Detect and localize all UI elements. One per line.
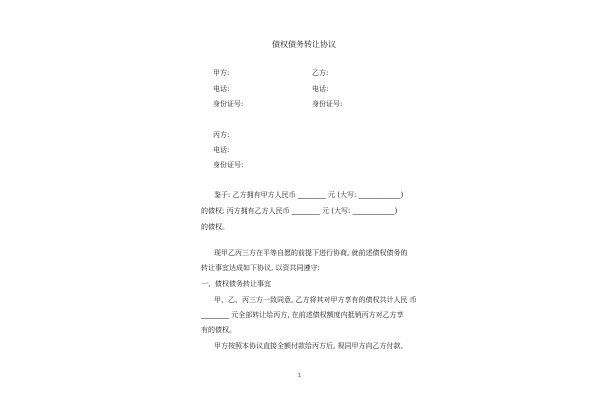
party-b-id-label: 身份证号: — [312, 100, 343, 108]
party-c-phone-label: 电话: — [213, 146, 230, 154]
party-a-phone-label: 电话: — [213, 85, 230, 93]
party-a-id-label: 身份证号: — [213, 100, 244, 108]
section-1-heading: 一、债权债务转让事宜 — [201, 280, 271, 288]
party-a-label: 甲方: — [213, 69, 230, 77]
paragraph-1-line-3: 的债权。 — [201, 223, 229, 231]
paragraph-3-line-3: 有的债权。 — [201, 326, 236, 334]
party-b-phone-label: 电话: — [312, 85, 329, 93]
paragraph-3-line-1: 甲、乙、丙三方一致同意, 乙方将其对甲方享有的债权共计人民 币 — [214, 296, 417, 304]
paragraph-4-line-1: 甲方按照本协议直接全额付款给丙方后, 视同甲方向乙方付款。 — [214, 342, 408, 350]
party-c-label: 丙方: — [213, 131, 230, 139]
paragraph-2-line-1: 现甲乙丙三方在平等自愿的前提下进行协商, 就前述债权债务的 — [214, 249, 408, 257]
paragraph-3-line-2: ________ 元全部转让给丙方, 在前述债权额度内抵销丙方对乙方享 — [201, 311, 404, 319]
document-title: 债权债务转让协议 — [272, 40, 336, 49]
party-c-id-label: 身份证号: — [213, 161, 244, 169]
paragraph-1-line-2: 的债权; 丙方拥有乙方人民币 ________ 元 (大写: ____________) — [201, 207, 398, 215]
page-number: 1 — [298, 373, 302, 379]
paragraph-2-line-2: 转让事宜达成如下协议, 以资共同遵守: — [201, 264, 320, 272]
paragraph-1-line-1: 鉴于: 乙方拥有甲方人民币 ________ 元 (大写: ____________) — [214, 191, 404, 199]
party-b-label: 乙方: — [312, 69, 329, 77]
